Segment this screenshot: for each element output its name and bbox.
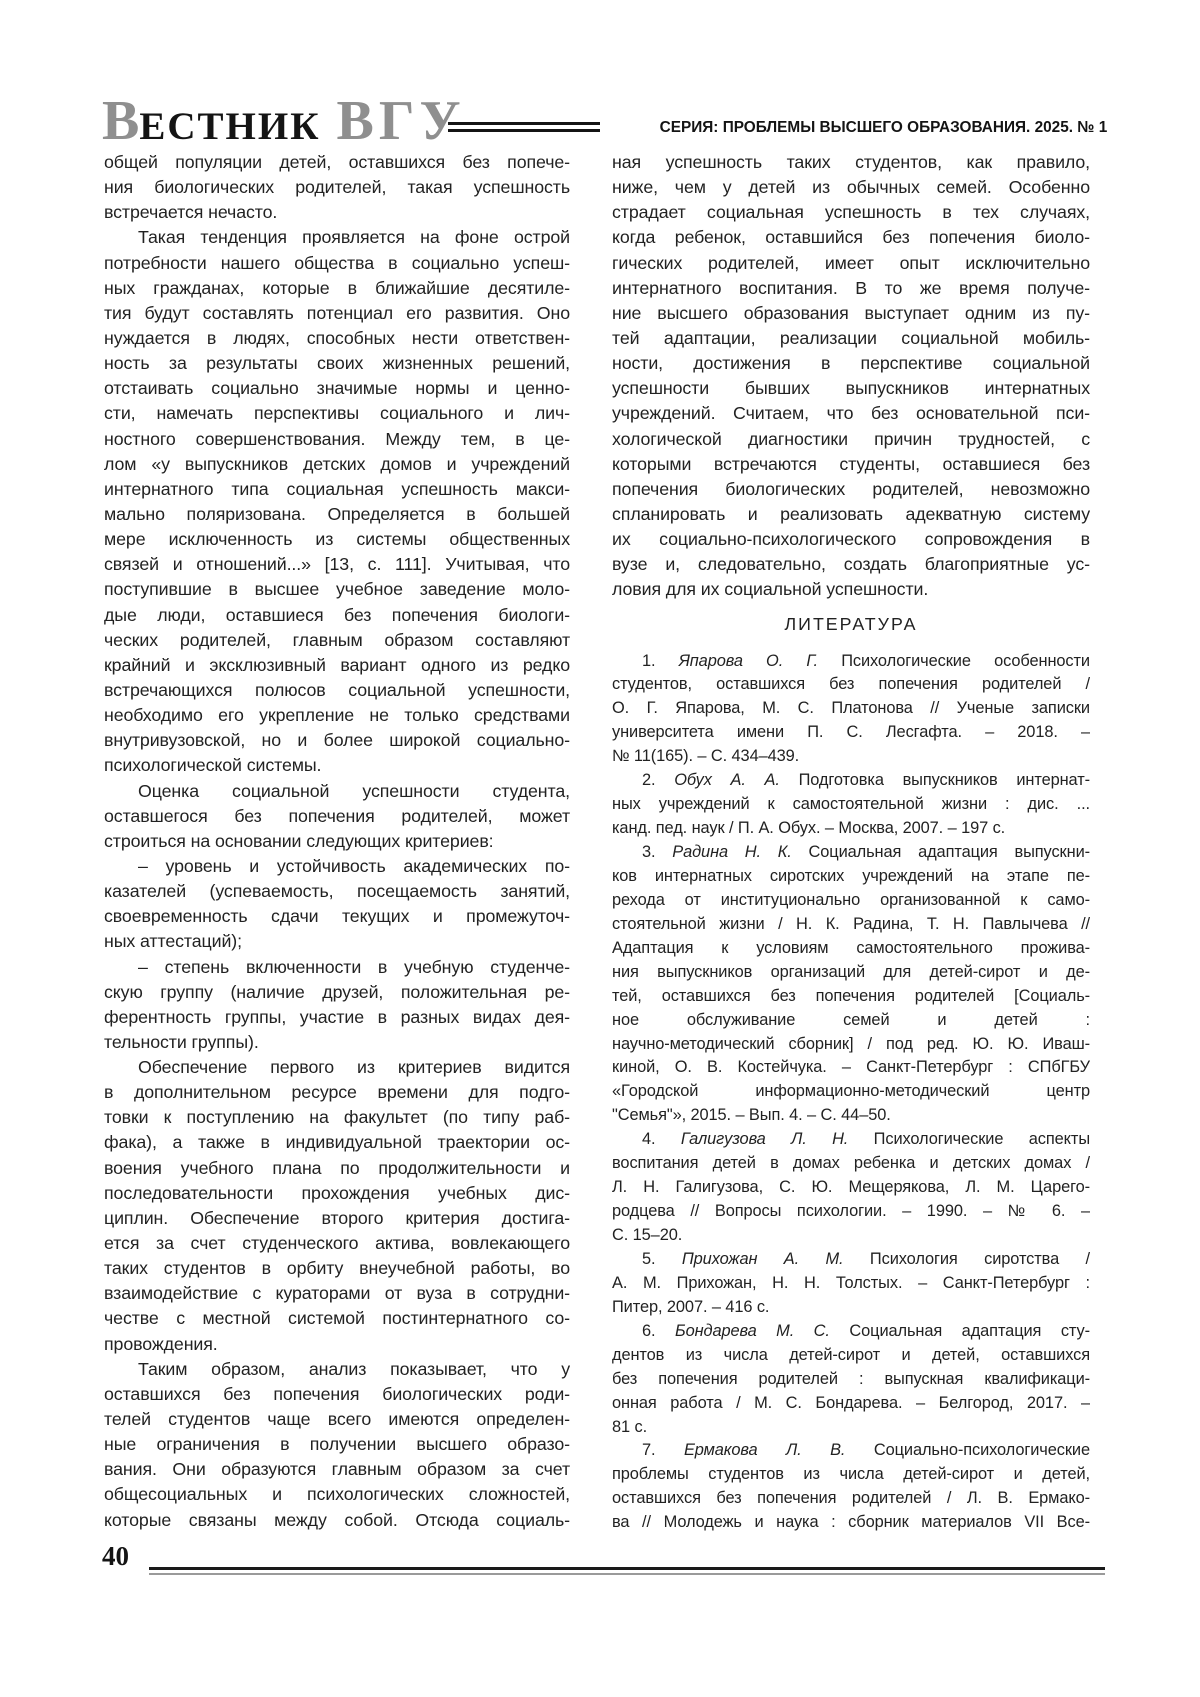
- text-line: Таким образом, анализ показывает, что у: [138, 1358, 570, 1379]
- text-line: встречающихся полюсов социальной успешности,: [104, 679, 570, 700]
- reference-author: Бондарева М. С.: [675, 1321, 830, 1340]
- text-line: тельности группы).: [104, 1031, 259, 1052]
- text-line: попечения биологических родителей, невозможно: [612, 478, 1090, 499]
- text-line: ность за результаты своих жизненных решений,: [104, 353, 570, 374]
- text-line: нуждается в людях, способных нести ответствен-: [104, 327, 570, 348]
- text-line: сти, намечать перспективы социального и лич-: [104, 403, 570, 424]
- text-line: проблемы студентов из числа детей-сирот и детей,: [612, 1465, 1090, 1484]
- text-line: научно-методический сборник] / под ред. Ю. Ю. Иваш-: [612, 1034, 1090, 1053]
- text-line: ферентность группы, участие в разных видах дея-: [104, 1006, 570, 1027]
- references-list: [612, 650, 1090, 1536]
- text-line: провождения.: [104, 1333, 218, 1354]
- text-line: С. 15–20.: [612, 1226, 683, 1245]
- text-line: дентов из числа детей-сирот и детей, оставшихся: [612, 1345, 1090, 1364]
- text-line: общесоциальных и психологических сложностей,: [104, 1484, 570, 1505]
- reference-text: 1.: [642, 651, 679, 670]
- reference-text: 6.: [642, 1321, 675, 1340]
- text-line: ности, достижения в перспективе социальной: [612, 353, 1090, 374]
- right-column-body: [612, 150, 1090, 603]
- text-line: вузе и, следовательно, создать благоприятные ус-: [612, 554, 1090, 575]
- text-line: интернатного воспитания. В то же время получе-: [612, 277, 1090, 298]
- text-line: ное обслуживание семей и детей :: [612, 1010, 1090, 1029]
- header-double-rule: [448, 122, 600, 132]
- text-line: успешности бывших выпускников интернатных: [612, 378, 1090, 399]
- reference-text: Психологические аспекты: [848, 1130, 1090, 1149]
- text-line: гических родителей, имеет опыт исключительно: [612, 252, 1090, 273]
- text-line: в дополнительном ресурсе времени для подго-: [104, 1082, 570, 1103]
- text-line: ков интернатных сиротских учреждений на этапе пе-: [612, 866, 1090, 885]
- text-line: Оценка социальной успешности студента,: [138, 780, 570, 801]
- page-number: 40: [102, 1541, 129, 1571]
- logo-vgu: ВГУ: [336, 90, 466, 152]
- text-line: родцева // Вопросы психологии. – 1990. – № 6. –: [612, 1202, 1090, 1221]
- reference-text: 7.: [642, 1441, 684, 1460]
- text-line: ния выпускников организаций для детей-сирот и де-: [612, 962, 1090, 981]
- text-line: киной, О. В. Костейчука. – Санкт-Петербург : СПбГБУ: [612, 1058, 1090, 1077]
- text-line: фака), а также в индивидуальной траектории ос-: [104, 1132, 570, 1153]
- text-line: дые люди, оставшиеся без попечения биологи-: [104, 604, 570, 625]
- text-line: [612, 1320, 1090, 1344]
- text-line: их социально-психологического сопровождения в: [612, 529, 1090, 550]
- text-line: Обеспечение первого из критериев видится: [138, 1057, 570, 1078]
- text-line: спланировать и реализовать адекватную систему: [612, 503, 1090, 524]
- text-line: ния биологических родителей, такая успешность: [104, 177, 570, 198]
- text-line: тия будут составлять потенциал его развития. Оно: [104, 302, 570, 323]
- text-line: циплин. Обеспечение второго критерия достига-: [104, 1207, 570, 1228]
- text-line: тей адаптации, реализации социальной мобиль-: [612, 327, 1090, 348]
- text-line: ных аттестаций);: [104, 931, 242, 952]
- text-line: общей популяции детей, оставшихся без попече-: [104, 152, 570, 172]
- text-line: ва // Молодежь и наука : сборник материалов VII Все-: [612, 1513, 1090, 1532]
- reference-text: 3.: [642, 843, 673, 862]
- text-line: психологической системы.: [104, 755, 322, 776]
- reference-text: 2.: [642, 771, 675, 790]
- text-line: телей студентов чаще всего имеются определен-: [104, 1409, 570, 1430]
- reference-author: Ермакова Л. В.: [683, 1441, 846, 1460]
- text-line: тей, оставшихся без попечения родителей [Социаль-: [612, 986, 1090, 1005]
- right-text-column: [612, 150, 1090, 1535]
- text-line: внутривузовской, но и более широкой социально-: [104, 730, 570, 751]
- reference-author: Япарова О. Г.: [678, 651, 818, 670]
- text-line: Адаптация к условиям самостоятельного прожива-: [612, 938, 1090, 957]
- reference-author: Галигузова Л. Н.: [680, 1130, 849, 1149]
- text-line: "Семья"», 2015. – Вып. 4. – С. 44–50.: [612, 1106, 891, 1125]
- text-line: оставшихся без попечения родителей / Л. В. Ермако-: [612, 1489, 1090, 1508]
- text-line: ностного совершенствования. Между тем, в це-: [104, 428, 570, 449]
- text-line: ных учреждений к самостоятельной жизни : дис. ...: [612, 795, 1090, 814]
- text-line: которые связаны между собой. Отсюда социаль-: [104, 1509, 570, 1530]
- reference-text: Психологические особенности: [817, 651, 1090, 670]
- reference-text: Социальная адаптация сту-: [829, 1321, 1090, 1340]
- text-line: мере исключенность из системы общественных: [104, 529, 570, 550]
- text-line: вания. Они образуются главным образом за счет: [104, 1459, 570, 1480]
- text-line: ется за счет студенческого актива, вовлекающего: [104, 1233, 570, 1254]
- text-line: студентов, оставшихся без попечения родителей /: [612, 675, 1090, 694]
- text-line: последовательности прохождения учебных дис-: [104, 1182, 570, 1203]
- text-line: лом «у выпускников детских домов и учреждений: [104, 453, 570, 474]
- text-line: связей и отношений...» [13, с. 111]. Учитывая, что: [104, 554, 570, 575]
- text-line: казателей (успеваемость, посещаемость занятий,: [104, 881, 570, 902]
- text-line: своевременность сдачи текущих и промежуточ-: [104, 906, 570, 927]
- text-line: ных гражданах, которые в ближайшие десятиле-: [104, 277, 570, 298]
- text-line: страдает социальная успешность в тех случаях,: [612, 202, 1090, 223]
- text-line: Л. Н. Галигузова, С. Ю. Мещерякова, Л. М. Царего-: [612, 1178, 1090, 1197]
- text-line: ниже, чем у детей из обычных семей. Особенно: [612, 177, 1090, 198]
- text-line: [612, 1439, 1090, 1463]
- text-line: воения учебного плана по продолжительности и: [104, 1157, 570, 1178]
- text-line: [612, 841, 1090, 865]
- text-line: ная успешность таких студентов, как правило,: [612, 152, 1090, 172]
- reference-author: Радина Н. К.: [672, 843, 792, 862]
- text-line: рехода от институционально организованной к само-: [612, 890, 1090, 909]
- text-line: [612, 1248, 1090, 1272]
- text-line: необходимо его укрепление не только средствами: [104, 705, 570, 726]
- reference-author: Прихожан А. М.: [681, 1249, 844, 1268]
- text-line: О. Г. Япарова, М. С. Платонова // Ученые записки: [612, 699, 1090, 718]
- text-line: № 11(165). – С. 434–439.: [612, 747, 800, 766]
- reference-text: Психология сиротства /: [843, 1249, 1090, 1268]
- text-line: Такая тенденция проявляется на фоне острой: [138, 227, 570, 248]
- text-line: Питер, 2007. – 416 с.: [612, 1297, 770, 1316]
- text-line: ные ограничения в получении высшего образо-: [104, 1434, 570, 1455]
- text-line: ческих родителей, главным образом составляют: [104, 629, 570, 650]
- journal-logo: [102, 90, 466, 152]
- reference-text: 5.: [642, 1249, 682, 1268]
- logo-estnik: ЕСТНИК: [139, 105, 321, 148]
- text-line: которыми встречаются студенты, оставшиеся без: [612, 453, 1090, 474]
- text-line: потребности нашего общества в социально успеш-: [104, 252, 570, 273]
- text-line: честве с местной системой постинтернатного со-: [104, 1308, 570, 1329]
- text-line: [612, 650, 1090, 674]
- text-line: встречается нечасто.: [104, 202, 278, 223]
- text-line: оставшихся без попечения биологических роди-: [104, 1383, 570, 1404]
- text-line: строиться на основании следующих критериев:: [104, 830, 494, 851]
- text-line: – уровень и устойчивость академических по-: [138, 855, 570, 876]
- text-line: ние высшего образования выступает одним из пу-: [612, 302, 1090, 323]
- text-line: взаимодействие с кураторами от вуза в сотрудни-: [104, 1283, 570, 1304]
- text-line: хологической диагностики причин трудностей, с: [612, 428, 1090, 449]
- text-line: таких студентов в орбиту внеучебной работы, во: [104, 1258, 570, 1279]
- text-line: учреждений. Считаем, что без основательной пси-: [612, 403, 1090, 424]
- reference-text: 4.: [642, 1130, 681, 1149]
- text-line: стоятельной жизни / Н. К. Радина, Т. Н. Павлычева //: [612, 914, 1090, 933]
- text-line: скую группу (наличие друзей, положительная ре-: [104, 981, 570, 1002]
- text-line: [612, 1128, 1090, 1152]
- text-line: [612, 769, 1090, 793]
- reference-author: Обух А. А.: [674, 771, 780, 790]
- text-line: ловия для их социальной успешности.: [612, 579, 929, 600]
- literature-heading: ЛИТЕРАТУРА: [784, 613, 918, 634]
- logo-letter-v: В: [102, 90, 140, 152]
- text-line: воспитания детей в домах ребенка и детских домах /: [612, 1154, 1090, 1173]
- text-line: когда ребенок, оставшийся без попечения биоло-: [612, 227, 1090, 248]
- text-line: «Городской информационно-методический центр: [612, 1082, 1090, 1101]
- left-text-column: [104, 150, 570, 1533]
- text-line: онная работа / М. С. Бондарева. – Белгород, 2017. –: [612, 1393, 1090, 1412]
- text-line: интернатного типа социальная успешность макси-: [104, 478, 570, 499]
- text-line: канд. пед. наук / П. А. Обух. – Москва, 2007. – 197 с.: [612, 819, 1006, 838]
- text-line: университета имени П. С. Лесгафта. – 2018. –: [612, 723, 1090, 742]
- text-line: мально поляризована. Определяется в большей: [104, 503, 570, 524]
- footer-rule: [149, 1567, 1105, 1575]
- text-line: поступившие в высшее учебное заведение моло-: [104, 579, 570, 600]
- text-line: 81 с.: [612, 1417, 648, 1436]
- series-title: СЕРИЯ: ПРОБЛЕМЫ ВЫСШЕГО ОБРАЗОВАНИЯ. 2025. № 1: [659, 119, 1107, 136]
- reference-text: Социальная адаптация выпускни-: [791, 843, 1090, 862]
- text-line: товки к поступлению на факультет (по типу раб-: [104, 1107, 570, 1128]
- text-line: крайний и эксклюзивный вариант одного из редко: [104, 654, 570, 675]
- text-line: оставшегося без попечения родителей, может: [104, 805, 570, 826]
- reference-text: Социально-психологические: [845, 1441, 1090, 1460]
- reference-text: Подготовка выпускников интернат-: [779, 771, 1090, 790]
- text-line: А. М. Прихожан, Н. Н. Толстых. – Санкт-Петербург :: [612, 1273, 1090, 1292]
- text-line: отстаивать социально значимые нормы и ценно-: [104, 378, 570, 399]
- text-line: без попечения родителей : выпускная квалификаци-: [612, 1369, 1090, 1388]
- text-line: – степень включенности в учебную студенче-: [138, 956, 570, 977]
